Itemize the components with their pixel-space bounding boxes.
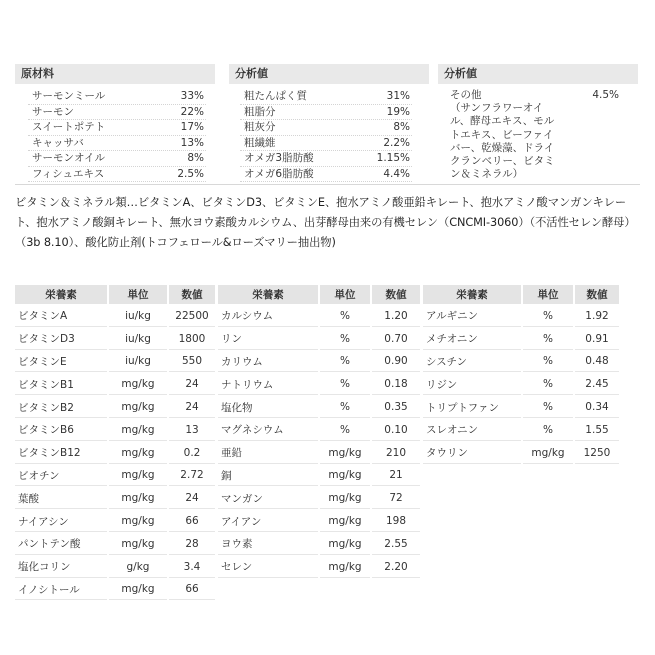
- unit-cell: %: [320, 374, 370, 395]
- table-row: [218, 466, 420, 487]
- nutrient-name-cell: スレオニン: [423, 420, 521, 441]
- raw-materials-header: 原材料: [15, 64, 215, 84]
- list-item: キャッサバ 13%: [28, 136, 206, 152]
- nutrient-name-cell: タウリン: [423, 443, 521, 464]
- nutrient-table-vitamins: [13, 283, 217, 602]
- list-item: オメガ6脂肪酸 4.4%: [240, 167, 412, 183]
- unit-cell: %: [523, 374, 573, 395]
- other-ingredients-value: 4.5%: [592, 89, 619, 101]
- table-row: [218, 306, 420, 327]
- value-cell: 2.45: [575, 374, 619, 395]
- unit-cell: %: [320, 306, 370, 327]
- nutrient-name-cell: シスチン: [423, 352, 521, 373]
- table-row: [15, 397, 215, 418]
- list-item: スイートポテト 17%: [28, 120, 206, 136]
- table-row: [423, 443, 619, 464]
- table-row: [15, 511, 215, 532]
- nutrient-name-cell: アイアン: [218, 511, 318, 532]
- unit-cell: mg/kg: [109, 466, 167, 487]
- value-cell: 24: [169, 374, 215, 395]
- list-item: サーモンミール 33%: [28, 89, 206, 105]
- value-cell: 0.34: [575, 397, 619, 418]
- value-cell: 24: [169, 397, 215, 418]
- table-row: [15, 580, 215, 601]
- list-item: 粗灰分 8%: [240, 120, 412, 136]
- table-row: [218, 511, 420, 532]
- value-cell: 0.91: [575, 329, 619, 350]
- value-cell: 22500: [169, 306, 215, 327]
- vitamins-minerals-paragraph: ビタミン＆ミネラル類…ビタミンA、ビタミンD3、ビタミンE、抱水アミノ酸亜鉛キレート、抱水アミノ酸マンガンキレート、抱水アミノ酸銅キレート、無水ヨウ素酸カルシウム、出芽酵母由来の有機セレン（CNCMI-3060）（不活性セレン酵母）（3b 8.10）、酸化防止剤(トコフェロール&ローズマリー抽出物): [15, 196, 636, 249]
- table-row: [15, 488, 215, 509]
- unit-cell: %: [523, 306, 573, 327]
- unit-cell: %: [523, 329, 573, 350]
- nutrient-name-cell: ビタミンB12: [15, 443, 107, 464]
- table-row: [218, 443, 420, 464]
- table-row: [423, 420, 619, 441]
- table-body: [423, 306, 619, 464]
- nutrient-name-cell: イノシトール: [15, 580, 107, 601]
- value-cell: 1.92: [575, 306, 619, 327]
- unit-cell: mg/kg: [109, 374, 167, 395]
- col-header-value: 数値: [169, 285, 215, 304]
- nutrient-name-cell: ナトリウム: [218, 374, 318, 395]
- table-row: [423, 306, 619, 327]
- nutrient-name-cell: ビタミンD3: [15, 329, 107, 350]
- nutrient-name-cell: ビタミンE: [15, 352, 107, 373]
- col-header-nutrient: 栄養素: [423, 285, 521, 304]
- list-item: 粗脂分 19%: [240, 105, 412, 121]
- table-row: [15, 306, 215, 327]
- nutrient-name-cell: ナイアシン: [15, 511, 107, 532]
- value-cell: 198: [372, 511, 420, 532]
- value-cell: 3.4: [169, 557, 215, 578]
- unit-cell: iu/kg: [109, 306, 167, 327]
- value-cell: 1.55: [575, 420, 619, 441]
- analysis-list-1: [240, 89, 412, 182]
- value-cell: 0.70: [372, 329, 420, 350]
- table-row: [218, 397, 420, 418]
- value-cell: 1800: [169, 329, 215, 350]
- value-cell: 0.90: [372, 352, 420, 373]
- value-cell: 13: [169, 420, 215, 441]
- analysis-other: [450, 89, 625, 181]
- analysis-header-1: 分析値: [229, 64, 429, 84]
- unit-cell: %: [523, 420, 573, 441]
- nutrient-name-cell: 亜鉛: [218, 443, 318, 464]
- table-row: [15, 443, 215, 464]
- table-row: [423, 374, 619, 395]
- value-cell: 0.2: [169, 443, 215, 464]
- unit-cell: mg/kg: [320, 511, 370, 532]
- col-header-nutrient: 栄養素: [15, 285, 107, 304]
- unit-cell: mg/kg: [320, 534, 370, 555]
- table-row: [15, 534, 215, 555]
- value-cell: 2.20: [372, 557, 420, 578]
- unit-cell: %: [320, 420, 370, 441]
- table-row: [15, 557, 215, 578]
- unit-cell: mg/kg: [320, 443, 370, 464]
- nutrient-name-cell: セレン: [218, 557, 318, 578]
- col-header-unit: 単位: [109, 285, 167, 304]
- analysis-header-2: 分析値: [438, 64, 638, 84]
- value-cell: 0.18: [372, 374, 420, 395]
- list-item: サーモン 22%: [28, 105, 206, 121]
- raw-materials-list: [28, 89, 206, 182]
- value-cell: 1.20: [372, 306, 420, 327]
- nutrient-name-cell: メチオニン: [423, 329, 521, 350]
- unit-cell: %: [320, 397, 370, 418]
- table-row: [218, 352, 420, 373]
- nutrient-name-cell: トリプトファン: [423, 397, 521, 418]
- table-row: [15, 420, 215, 441]
- nutrient-name-cell: ビタミンB1: [15, 374, 107, 395]
- table-row: [423, 397, 619, 418]
- value-cell: 0.35: [372, 397, 420, 418]
- table-row: [218, 557, 420, 578]
- unit-cell: mg/kg: [109, 488, 167, 509]
- nutrient-name-cell: マンガン: [218, 488, 318, 509]
- nutrient-name-cell: カルシウム: [218, 306, 318, 327]
- table-header-row: [15, 285, 215, 304]
- nutrient-table-amino-acids: [421, 283, 621, 466]
- unit-cell: %: [523, 352, 573, 373]
- col-header-value: 数値: [372, 285, 420, 304]
- list-item: フィシュエキス 2.5%: [28, 167, 206, 183]
- nutrient-name-cell: ビタミンB6: [15, 420, 107, 441]
- table-row: [423, 352, 619, 373]
- table-row: [218, 534, 420, 555]
- value-cell: 550: [169, 352, 215, 373]
- value-cell: 66: [169, 511, 215, 532]
- table-row: [218, 488, 420, 509]
- unit-cell: iu/kg: [109, 329, 167, 350]
- unit-cell: g/kg: [109, 557, 167, 578]
- section-divider: [15, 184, 640, 185]
- unit-cell: %: [320, 352, 370, 373]
- unit-cell: mg/kg: [109, 511, 167, 532]
- nutrient-name-cell: 銅: [218, 466, 318, 487]
- table-body: [15, 306, 215, 600]
- col-header-value: 数値: [575, 285, 619, 304]
- nutrient-name-cell: リジン: [423, 374, 521, 395]
- table-body: [218, 306, 420, 578]
- list-item: 粗繊維 2.2%: [240, 136, 412, 152]
- nutrient-table-minerals: [216, 283, 422, 580]
- value-cell: 2.72: [169, 466, 215, 487]
- value-cell: 72: [372, 488, 420, 509]
- nutrient-name-cell: 塩化物: [218, 397, 318, 418]
- unit-cell: mg/kg: [523, 443, 573, 464]
- nutrient-name-cell: パントテン酸: [15, 534, 107, 555]
- value-cell: 0.48: [575, 352, 619, 373]
- table-row: [15, 466, 215, 487]
- nutrient-name-cell: 葉酸: [15, 488, 107, 509]
- nutrient-name-cell: アルギニン: [423, 306, 521, 327]
- nutrient-name-cell: ビタミンB2: [15, 397, 107, 418]
- unit-cell: mg/kg: [320, 557, 370, 578]
- list-item: オメガ3脂肪酸 1.15%: [240, 151, 412, 167]
- table-row: [15, 352, 215, 373]
- table-row: [15, 329, 215, 350]
- col-header-unit: 単位: [523, 285, 573, 304]
- value-cell: 24: [169, 488, 215, 509]
- value-cell: 66: [169, 580, 215, 601]
- nutrient-name-cell: ビタミンA: [15, 306, 107, 327]
- nutrient-name-cell: 塩化コリン: [15, 557, 107, 578]
- unit-cell: iu/kg: [109, 352, 167, 373]
- col-header-unit: 単位: [320, 285, 370, 304]
- nutrient-name-cell: ビオチン: [15, 466, 107, 487]
- unit-cell: mg/kg: [109, 397, 167, 418]
- table-row: [218, 374, 420, 395]
- table-header-row: [218, 285, 420, 304]
- nutrient-name-cell: リン: [218, 329, 318, 350]
- value-cell: 0.10: [372, 420, 420, 441]
- value-cell: 28: [169, 534, 215, 555]
- table-row: [423, 329, 619, 350]
- unit-cell: mg/kg: [320, 466, 370, 487]
- nutrient-name-cell: マグネシウム: [218, 420, 318, 441]
- value-cell: 1250: [575, 443, 619, 464]
- unit-cell: mg/kg: [109, 420, 167, 441]
- nutrient-name-cell: ヨウ素: [218, 534, 318, 555]
- value-cell: 210: [372, 443, 420, 464]
- list-item: 粗たんぱく質 31%: [240, 89, 412, 105]
- table-row: [218, 329, 420, 350]
- table-row: [218, 420, 420, 441]
- table-row: [15, 374, 215, 395]
- other-ingredients-label: その他 （サンフラワーオイル、酵母エキス、モルトエキス、ビーファイバー、乾燥藻、ドライクランベリー、ビタミン＆ミネラル）: [450, 89, 555, 181]
- unit-cell: mg/kg: [109, 534, 167, 555]
- unit-cell: mg/kg: [109, 580, 167, 601]
- unit-cell: mg/kg: [109, 443, 167, 464]
- table-header-row: [423, 285, 619, 304]
- list-item: サーモンオイル 8%: [28, 151, 206, 167]
- unit-cell: mg/kg: [320, 488, 370, 509]
- unit-cell: %: [523, 397, 573, 418]
- value-cell: 2.55: [372, 534, 420, 555]
- unit-cell: %: [320, 329, 370, 350]
- nutrient-name-cell: カリウム: [218, 352, 318, 373]
- col-header-nutrient: 栄養素: [218, 285, 318, 304]
- value-cell: 21: [372, 466, 420, 487]
